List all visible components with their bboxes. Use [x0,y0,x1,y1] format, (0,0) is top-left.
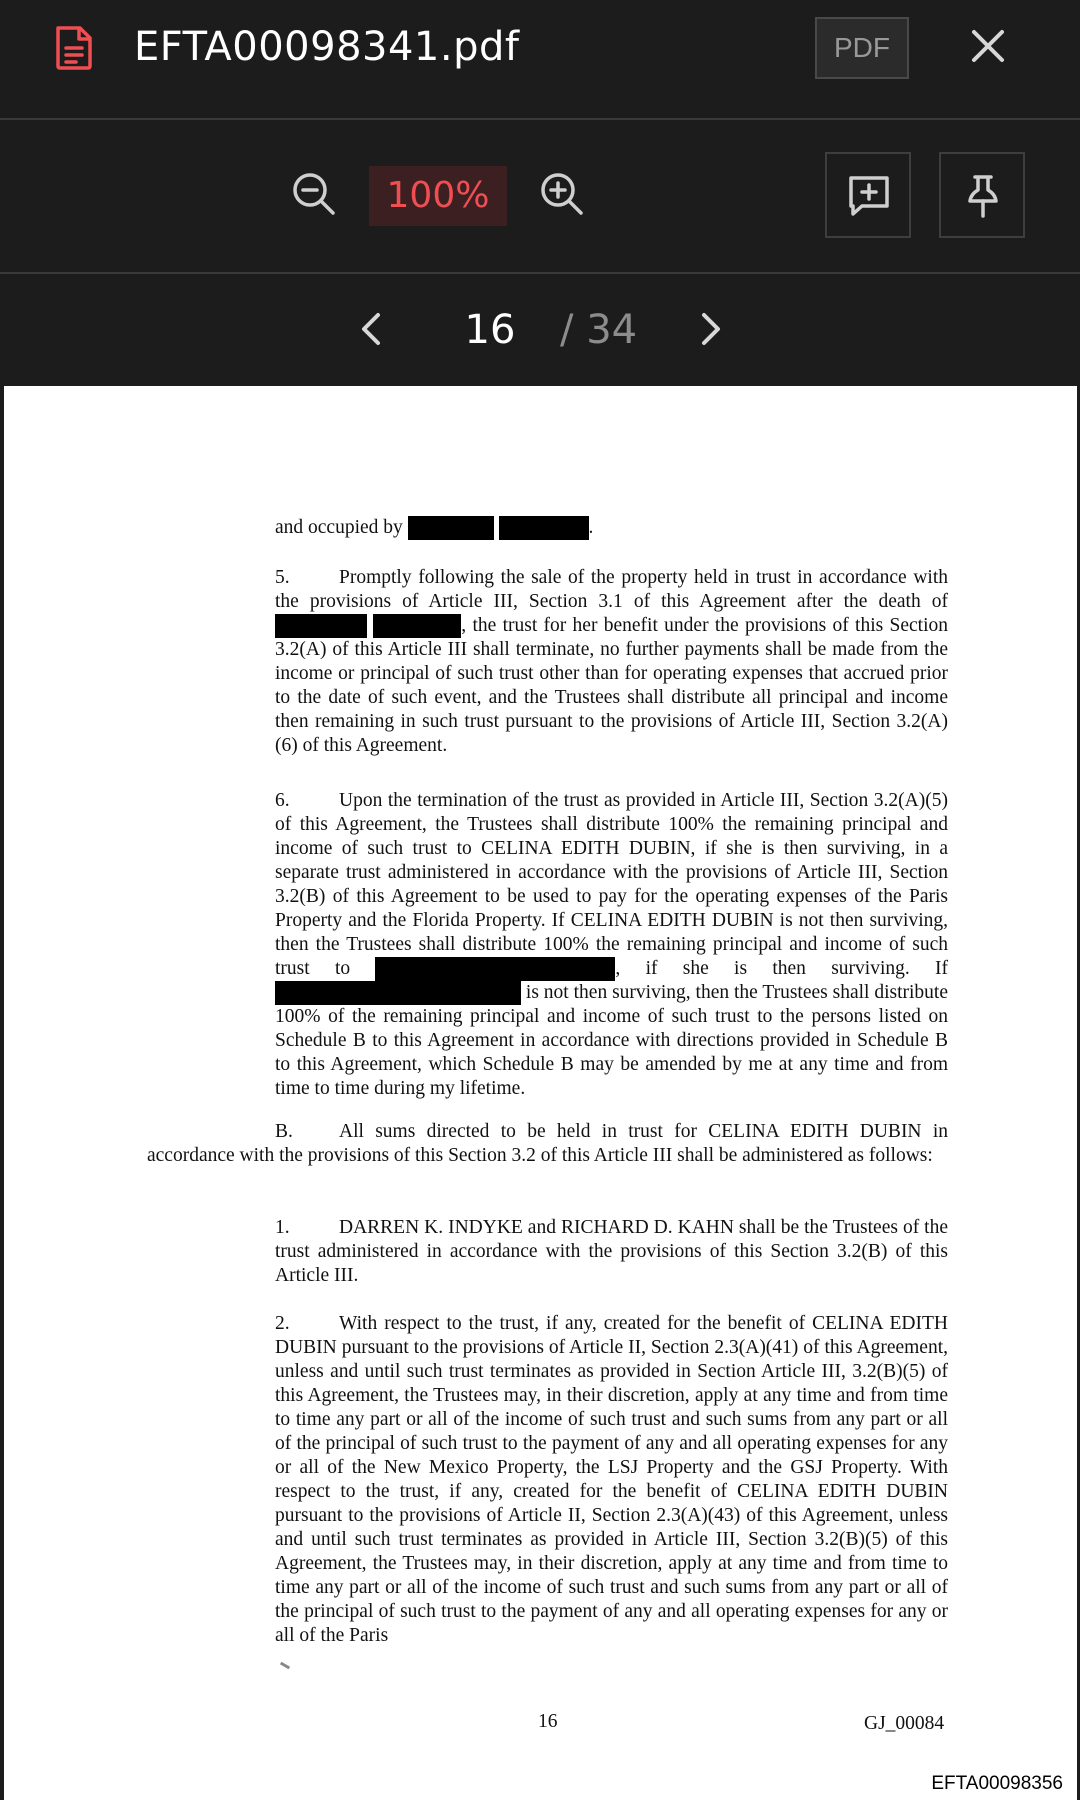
zoom-out-icon[interactable] [290,170,338,218]
bates-number: GJ_00084 [864,1713,945,1734]
pin-icon [960,173,1006,219]
document-page [4,386,1077,1800]
file-type-badge: PDF [815,17,909,79]
total-pages: / 34 [560,307,638,353]
paragraph-B [147,1120,948,1168]
paragraph-2 [275,1312,948,1648]
text-line-occupied: and occupied by . [275,517,594,538]
paragraph-text: Promptly following the sale of the property held in trust in accordance with the provisions of Article III, Section 3.1 of this Agreement after the death of [275,567,948,612]
paragraph-text: All sums directed to be held in trust for CELINA EDITH DUBIN in accordance with the provisions of this Section 3.2 of this Article III shall be administered as follows: [147,1121,948,1166]
paragraph-number: 6. [275,790,290,811]
page-navigation [0,274,1080,384]
close-icon[interactable] [968,26,1008,66]
file-name: EFTA00098341.pdf [134,24,520,70]
paragraph-text: , if she is then surviving. If [615,958,949,979]
redaction [375,957,615,981]
paragraph-6 [275,789,948,1101]
redaction [408,516,494,540]
paragraph-text: With respect to the trust, if any, created for the benefit of CELINA EDITH DUBIN pursuant to the provisions of Article II, Section 2.3(A)(41) of this Agreement, unless and until such trust terminates as provided in Section Article III, 3.2(B)(5) of this Agreement, the Trustees may, in their discretion, apply at any time and from time to time any part or all of the income of such trust and such sums from any part or all of the principal of such trust to the payment of any and all operating expenses for any or all of the New Mexico Property, the LSJ Property and the GSJ Property. With respect to the trust, if any, created for the benefit of CELINA EDITH DUBIN pursuant to the provisions of Article II, Section 2.3(A)(43) of this Agreement, unless and until such trust terminates as provided in Article III, Section 3.2(B)(5) of this Agreement, the Trustees may, in their discretion, apply at any time and from time to time any part or all of the income of such trust and such sums from any part or all of the principal of such trust to the payment of any and all operating expenses for any or all of the Paris [275,1313,948,1646]
document-icon [54,26,94,70]
paragraph-number: 5. [275,567,290,588]
redaction [275,981,521,1005]
page-footer-number: 16 [538,1711,558,1732]
pin-button[interactable] [939,152,1025,238]
add-comment-icon [846,173,892,219]
chevron-right-icon[interactable] [694,307,726,351]
redaction [499,516,589,540]
paragraph-text: is not then surviving, then the Trustees shall distribute 100% of the remaining principal and income of such trust to the persons listed on Schedule B to this Agreement in accordance with directions provided in Schedule B to this Agreement, which Schedule B may be amended by me at any time and from time to time during my lifetime. [275,982,949,1099]
redaction [275,614,367,638]
chevron-left-icon[interactable] [356,307,388,351]
paragraph-1 [275,1216,948,1288]
paragraph-number: 2. [275,1313,290,1334]
zoom-toolbar [0,120,1080,274]
scan-mark [280,1662,290,1670]
paragraph-5 [275,566,948,758]
zoom-level[interactable]: 100% [369,166,507,226]
zoom-in-icon[interactable] [538,170,586,218]
add-comment-button[interactable] [825,152,911,238]
paragraph-number: 1. [275,1217,290,1238]
redaction [373,614,461,638]
paragraph-text: DARREN K. INDYKE and RICHARD D. KAHN shall be the Trustees of the trust administered in accordance with the provisions of this Section 3.2(B) of this Article III. [275,1217,948,1286]
paragraph-text: Upon the termination of the trust as provided in Article III, Section 3.2(A)(5) of this Agreement, the Trustees shall distribute 100% the remaining principal and income of such trust to CELINA EDITH DUBIN, if she is then surviving, in a separate trust administered in accordance with the provisions of Article III, Section 3.2(B) of this Agreement to be used to pay for the operating expenses of the Paris Property and the Florida Property. If CELINA EDITH DUBIN is not then surviving, then the Trustees shall distribute 100% the remaining principal and income of such trust to [275,790,948,979]
paragraph-number: B. [275,1121,293,1142]
viewer-header [0,0,1080,120]
current-page[interactable]: 16 [464,307,516,353]
efta-stamp: EFTA00098356 [931,1773,1063,1794]
occupied-label: and occupied by [275,517,403,538]
paragraph-text: , the trust for her benefit under the provisions of this Section 3.2(A) of this Article III shall terminate, no further payments shall be made from the income or principal of such trust other than for operating expenses that accrued prior to the date of such event, and the Trustees shall distribute all principal and income then remaining in such trust pursuant to the provisions of Article III, Section 3.2(A)(6) of this Agreement. [275,615,949,756]
